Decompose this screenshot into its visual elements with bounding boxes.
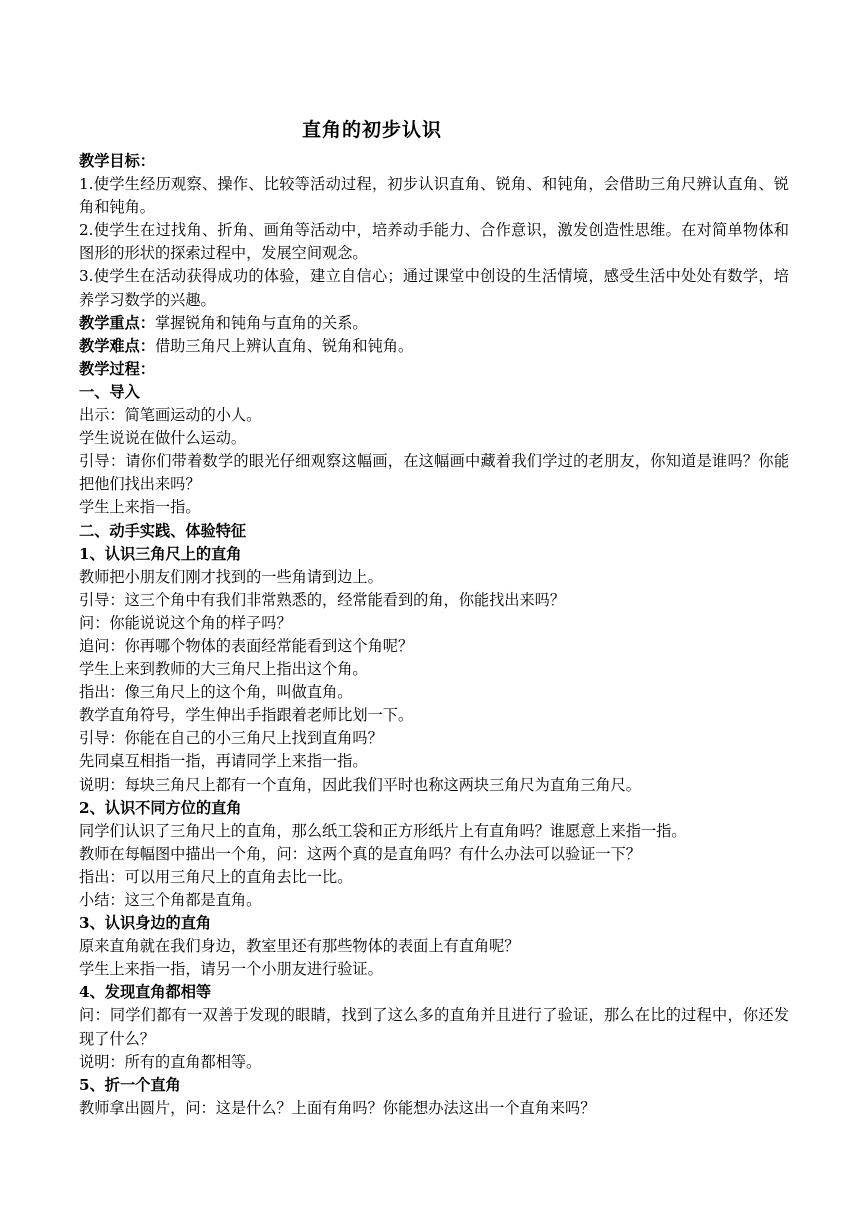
goal-item: 3.使学生在活动获得成功的体验，建立自信心；通过课堂中创设的生活情境，感受生活中处处有数学，培养学习数学的兴趣。 bbox=[79, 267, 789, 309]
subsection-heading: 1、认识三角尺上的直角 bbox=[79, 544, 242, 563]
body-line: 引导：这三个角中有我们非常熟悉的，经常能看到的角，你能找出来吗？ bbox=[79, 590, 565, 609]
body-line: 原来直角就在我们身边，教室里还有那些物体的表面上有直角呢？ bbox=[79, 937, 520, 956]
body-line: 教师拿出圆片，问：这是什么？上面有角吗？你能想办法这出一个直角来吗？ bbox=[79, 1098, 596, 1117]
body-line: 小结：这三个角都是直角。 bbox=[79, 891, 262, 909]
body-line: 引导：请你们带着数学的眼光仔细观察这幅画，在这幅画中藏着我们学过的老朋友，你知道是谁吗？你能把他们找出来吗？ bbox=[79, 452, 789, 494]
body-line: 学生上来到教师的大三角尺上指出这个角。 bbox=[79, 660, 368, 679]
goal-item: 2.使学生在过找角、折角、画角等活动中，培养动手能力、合作意识，激发创造性思维。在对简单物体和图形的形状的探索过程中，发展空间观念。 bbox=[79, 221, 789, 263]
body-line: 问：你能说说这个角的样子吗？ bbox=[79, 613, 292, 632]
body-line: 学生上来指一指。 bbox=[79, 498, 201, 517]
body-line: 同学们认识了三角尺上的直角，那么纸工袋和正方形纸片上有直角吗？谁愿意上来指一指。 bbox=[79, 821, 687, 840]
body-line: 先同桌互相指一指，再请同学上来指一指。 bbox=[79, 752, 368, 771]
difficulty-text: 借助三角尺上辨认直角、锐角和钝角。 bbox=[154, 336, 414, 355]
process-heading: 教学过程： bbox=[79, 359, 155, 378]
difficulty-point bbox=[79, 335, 789, 358]
body-line: 追问：你再哪个物体的表面经常能看到这个角呢？ bbox=[79, 636, 414, 655]
subsection-heading: 2、认识不同方位的直角 bbox=[79, 798, 242, 817]
document-body bbox=[79, 150, 789, 1120]
body-line: 引导：你能在自己的小三角尺上找到直角吗？ bbox=[79, 729, 383, 748]
goal-item: 1.使学生经历观察、操作、比较等活动过程，初步认识直角、锐角、和钝角，会借助三角尺辨认直角、锐角和钝角。 bbox=[79, 175, 789, 217]
section-heading: 二、动手实践、体验特征 bbox=[79, 521, 247, 540]
body-line: 教师在每幅图中描出一个角，问：这两个真的是直角吗？有什么办法可以验证一下？ bbox=[79, 844, 641, 863]
body-line: 出示：简笔画运动的小人。 bbox=[79, 406, 262, 425]
body-line: 指出：可以用三角尺上的直角去比一比。 bbox=[79, 867, 353, 886]
difficulty-label: 教学难点： bbox=[79, 336, 155, 355]
body-line: 教师把小朋友们刚才找到的一些角请到边上。 bbox=[79, 567, 383, 586]
body-line: 学生说说在做什么运动。 bbox=[79, 429, 247, 448]
body-line: 问：同学们都有一双善于发现的眼睛，找到了这么多的直角并且进行了验证，那么在比的过程中，你还发现了什么？ bbox=[79, 1006, 789, 1048]
body-line: 说明：每块三角尺上都有一个直角，因此我们平时也称这两块三角尺为直角三角尺。 bbox=[79, 775, 641, 794]
subsection-heading: 5、折一个直角 bbox=[79, 1075, 181, 1094]
subsection-heading: 4、发现直角都相等 bbox=[79, 983, 212, 1002]
key-point bbox=[79, 312, 789, 335]
key-point-text: 掌握锐角和钝角与直角的关系。 bbox=[154, 313, 368, 332]
subsection-heading: 3、认识身边的直角 bbox=[79, 914, 212, 933]
body-line: 学生上来指一指，请另一个小朋友进行验证。 bbox=[79, 960, 383, 979]
goals-heading: 教学目标： bbox=[79, 152, 155, 170]
key-point-label: 教学重点： bbox=[79, 313, 155, 332]
document-title: 直角的初步认识 bbox=[301, 119, 442, 141]
body-line: 教学直角符号，学生伸出手指跟着老师比划一下。 bbox=[79, 706, 414, 725]
body-line: 说明：所有的直角都相等。 bbox=[79, 1052, 262, 1071]
body-line: 指出：像三角尺上的这个角，叫做直角。 bbox=[79, 683, 353, 702]
section-heading: 一、导入 bbox=[79, 382, 140, 401]
